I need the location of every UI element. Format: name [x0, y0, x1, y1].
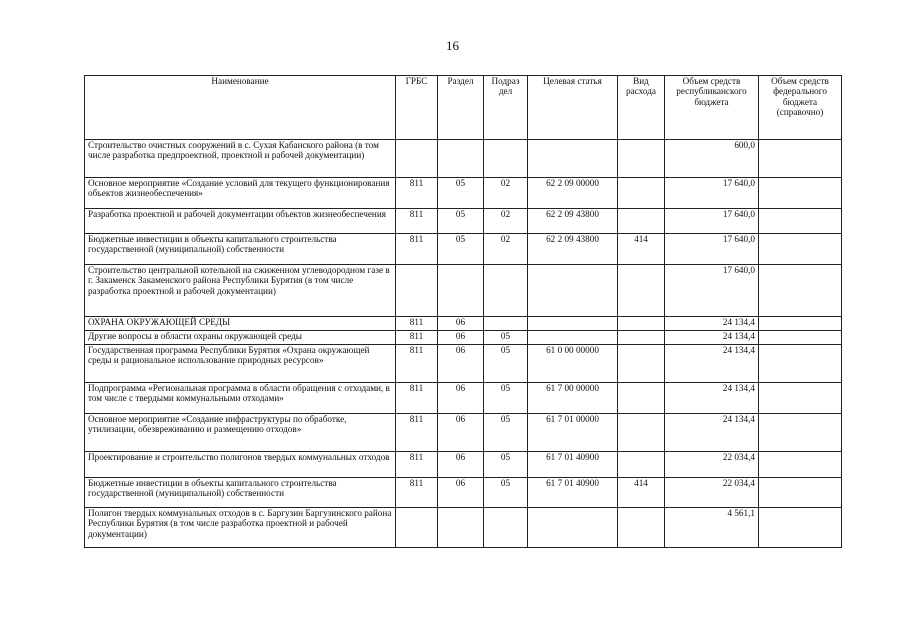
row-section: 06 [438, 383, 484, 414]
row-section [438, 140, 484, 178]
header-grbs: ГРБС [396, 76, 438, 140]
row-federal [759, 234, 842, 265]
row-target: 62 2 09 43800 [528, 234, 618, 265]
row-target: 61 7 01 40900 [528, 452, 618, 478]
row-exp-type [618, 383, 665, 414]
row-grbs: 811 [396, 178, 438, 209]
row-exp-type [618, 414, 665, 452]
row-name: Основное мероприятие «Создание условий для текущего функционирования объектов жизнеобеспечения» [85, 178, 396, 209]
table-row [85, 345, 842, 383]
row-subsection: 05 [484, 331, 528, 345]
row-grbs [396, 140, 438, 178]
row-target [528, 331, 618, 345]
row-name: Подпрограмма «Региональная программа в области обращения с отходами, в том числе с твердыми коммунальными отходами» [85, 383, 396, 414]
row-section: 06 [438, 345, 484, 383]
row-target [528, 140, 618, 178]
table-row [85, 140, 842, 178]
table-row [85, 452, 842, 478]
row-exp-type [618, 452, 665, 478]
row-federal [759, 383, 842, 414]
row-exp-type [618, 140, 665, 178]
table-row [85, 478, 842, 508]
row-target: 62 2 09 00000 [528, 178, 618, 209]
row-exp-type [618, 317, 665, 331]
row-subsection [484, 265, 528, 317]
row-subsection: 05 [484, 478, 528, 508]
row-name: Полигон твердых коммунальных отходов в с. Баргузин Баргузинского района Республики Бурятия (в том числе разработка проектной и рабочей документации) [85, 508, 396, 548]
row-republic: 17 640,0 [665, 178, 759, 209]
header-exp-type: Вид расхода [618, 76, 665, 140]
row-republic: 17 640,0 [665, 234, 759, 265]
row-republic: 17 640,0 [665, 209, 759, 234]
row-grbs: 811 [396, 234, 438, 265]
table-body [85, 140, 842, 548]
row-subsection [484, 140, 528, 178]
row-section: 06 [438, 414, 484, 452]
row-exp-type [618, 331, 665, 345]
row-federal [759, 345, 842, 383]
table-row [85, 178, 842, 209]
row-grbs: 811 [396, 345, 438, 383]
row-grbs: 811 [396, 383, 438, 414]
row-subsection: 05 [484, 414, 528, 452]
table-row [85, 317, 842, 331]
row-grbs: 811 [396, 452, 438, 478]
header-subsection: Подраз дел [484, 76, 528, 140]
row-subsection [484, 508, 528, 548]
row-target: 62 2 09 43800 [528, 209, 618, 234]
row-federal [759, 317, 842, 331]
row-grbs [396, 508, 438, 548]
row-federal [759, 265, 842, 317]
row-subsection: 02 [484, 234, 528, 265]
table-row [85, 209, 842, 234]
row-republic: 24 134,4 [665, 383, 759, 414]
row-section: 06 [438, 331, 484, 345]
row-republic: 22 034,4 [665, 478, 759, 508]
row-subsection: 05 [484, 452, 528, 478]
row-republic: 24 134,4 [665, 414, 759, 452]
table-row [85, 383, 842, 414]
header-section: Раздел [438, 76, 484, 140]
row-federal [759, 140, 842, 178]
row-federal [759, 478, 842, 508]
row-subsection: 05 [484, 383, 528, 414]
row-exp-type [618, 345, 665, 383]
row-name: Строительство центральной котельной на сжиженном углеводородном газе в г. Закаменск Закаменского района Республики Бурятия (в том числе разработка проектной и рабочей документации) [85, 265, 396, 317]
row-grbs: 811 [396, 414, 438, 452]
row-federal [759, 209, 842, 234]
row-republic: 24 134,4 [665, 317, 759, 331]
header-federal: Объем средств федерального бюджета (справочно) [759, 76, 842, 140]
row-name: Разработка проектной и рабочей документации объектов жизнеобеспечения [85, 209, 396, 234]
row-section: 06 [438, 452, 484, 478]
row-subsection: 02 [484, 209, 528, 234]
row-section: 05 [438, 178, 484, 209]
row-target: 61 0 00 00000 [528, 345, 618, 383]
row-grbs: 811 [396, 317, 438, 331]
row-grbs [396, 265, 438, 317]
row-federal [759, 508, 842, 548]
row-republic: 600,0 [665, 140, 759, 178]
row-section [438, 508, 484, 548]
row-name: Бюджетные инвестиции в объекты капитального строительства государственной (муниципальной) собственности [85, 478, 396, 508]
row-section [438, 265, 484, 317]
row-section: 05 [438, 234, 484, 265]
header-target: Целевая статья [528, 76, 618, 140]
header-republic: Объем средств республиканского бюджета [665, 76, 759, 140]
row-name: Проектирование и строительство полигонов твердых коммунальных отходов [85, 452, 396, 478]
row-republic: 4 561,1 [665, 508, 759, 548]
row-target: 61 7 01 40900 [528, 478, 618, 508]
row-name: ОХРАНА ОКРУЖАЮЩЕЙ СРЕДЫ [85, 317, 396, 331]
row-federal [759, 414, 842, 452]
row-exp-type [618, 265, 665, 317]
row-target [528, 508, 618, 548]
row-name: Бюджетные инвестиции в объекты капитального строительства государственной (муниципальной) собственности [85, 234, 396, 265]
page-number: 16 [446, 38, 459, 53]
row-name: Основное мероприятие «Создание инфраструктуры по обработке, утилизации, обезвреживанию и размещению отходов» [85, 414, 396, 452]
header-row [85, 76, 842, 140]
row-federal [759, 178, 842, 209]
row-section: 06 [438, 317, 484, 331]
table-row [85, 414, 842, 452]
table-row [85, 265, 842, 317]
row-grbs: 811 [396, 209, 438, 234]
row-exp-type: 414 [618, 234, 665, 265]
row-grbs: 811 [396, 478, 438, 508]
row-exp-type [618, 209, 665, 234]
row-subsection: 05 [484, 345, 528, 383]
row-exp-type: 414 [618, 478, 665, 508]
row-target: 61 7 00 00000 [528, 383, 618, 414]
row-exp-type [618, 178, 665, 209]
table-row [85, 508, 842, 548]
row-exp-type [618, 508, 665, 548]
row-republic: 24 134,4 [665, 345, 759, 383]
row-republic: 24 134,4 [665, 331, 759, 345]
row-grbs: 811 [396, 331, 438, 345]
row-target [528, 265, 618, 317]
row-name: Государственная программа Республики Бурятия «Охрана окружающей среды и рациональное использование природных ресурсов» [85, 345, 396, 383]
table-row [85, 234, 842, 265]
row-section: 06 [438, 478, 484, 508]
row-federal [759, 331, 842, 345]
row-name: Другие вопросы в области охраны окружающей среды [85, 331, 396, 345]
row-target: 61 7 01 00000 [528, 414, 618, 452]
row-section: 05 [438, 209, 484, 234]
row-subsection: 02 [484, 178, 528, 209]
row-federal [759, 452, 842, 478]
row-republic: 22 034,4 [665, 452, 759, 478]
budget-table [84, 75, 842, 548]
row-republic: 17 640,0 [665, 265, 759, 317]
header-name: Наименование [85, 76, 396, 140]
row-target [528, 317, 618, 331]
row-subsection [484, 317, 528, 331]
table-row [85, 331, 842, 345]
row-name: Строительство очистных сооружений в с. Сухая Кабанского района (в том числе разработка предпроектной, проектной и рабочей документации) [85, 140, 396, 178]
